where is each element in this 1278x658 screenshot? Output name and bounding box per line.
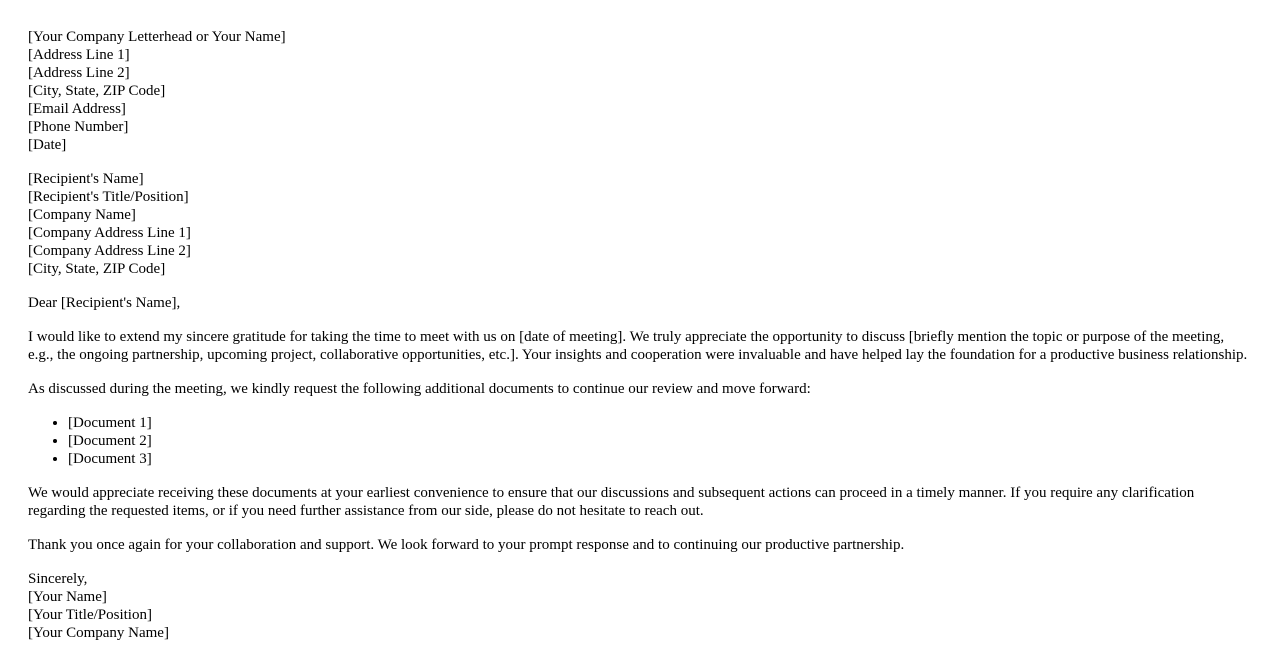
signer-name: [Your Name] <box>28 589 107 605</box>
salutation: Dear [Recipient's Name], <box>28 295 181 311</box>
paragraph-thanks: Thank you once again for your collaboration and support. We look forward to your prompt response and to continuing our productive partnership. <box>28 537 905 553</box>
recipient-address-line-1: [Company Address Line 1] <box>28 225 191 241</box>
paragraph-timeline: We would appreciate receiving these documents at your earliest convenience to ensure that our discussions and subsequent actions can proceed in a timely manner. If you require any clarification regarding the requested items, or if you need further assistance from our side, please do not hesitate to reach out. <box>28 485 1195 519</box>
list-item: • [Document 1] <box>68 414 1252 432</box>
sender-block <box>28 28 1252 154</box>
signer-company: [Your Company Name] <box>28 625 169 641</box>
list-item: • [Document 2] <box>68 432 1252 450</box>
sender-address-line-2: [Address Line 2] <box>28 65 130 81</box>
signer-title: [Your Title/Position] <box>28 607 152 623</box>
sender-letterhead: [Your Company Letterhead or Your Name] <box>28 29 286 45</box>
paragraph-gratitude: I would like to extend my sincere gratitude for taking the time to meet with us on [date of meeting]. We truly appreciate the opportunity to discuss [briefly mention the topic or purpose of the meeting, e.g., the ongoing partnership, upcoming project, collaborative opportunities, etc.]. Your insights and cooperation were invaluable and have helped lay the foundation for a productive business relationship. <box>28 329 1248 363</box>
sender-email: [Email Address] <box>28 101 126 117</box>
recipient-city-state-zip: [City, State, ZIP Code] <box>28 261 166 277</box>
sender-address-line-1: [Address Line 1] <box>28 47 130 63</box>
sender-city-state-zip: [City, State, ZIP Code] <box>28 83 166 99</box>
recipient-title: [Recipient's Title/Position] <box>28 189 189 205</box>
sign-off: Sincerely, <box>28 571 88 587</box>
recipient-address-line-2: [Company Address Line 2] <box>28 243 191 259</box>
recipient-block <box>28 170 1252 278</box>
paragraph-document-request: As discussed during the meeting, we kindly request the following additional documents to continue our review and move forward: <box>28 381 811 397</box>
recipient-company: [Company Name] <box>28 207 136 223</box>
closing-block <box>28 570 1252 642</box>
letter-document <box>28 28 1252 658</box>
sender-phone: [Phone Number] <box>28 119 129 135</box>
list-item: • [Document 3] <box>68 450 1252 468</box>
letter-date: [Date] <box>28 137 67 153</box>
recipient-name: [Recipient's Name] <box>28 171 144 187</box>
document-list <box>28 414 1252 468</box>
